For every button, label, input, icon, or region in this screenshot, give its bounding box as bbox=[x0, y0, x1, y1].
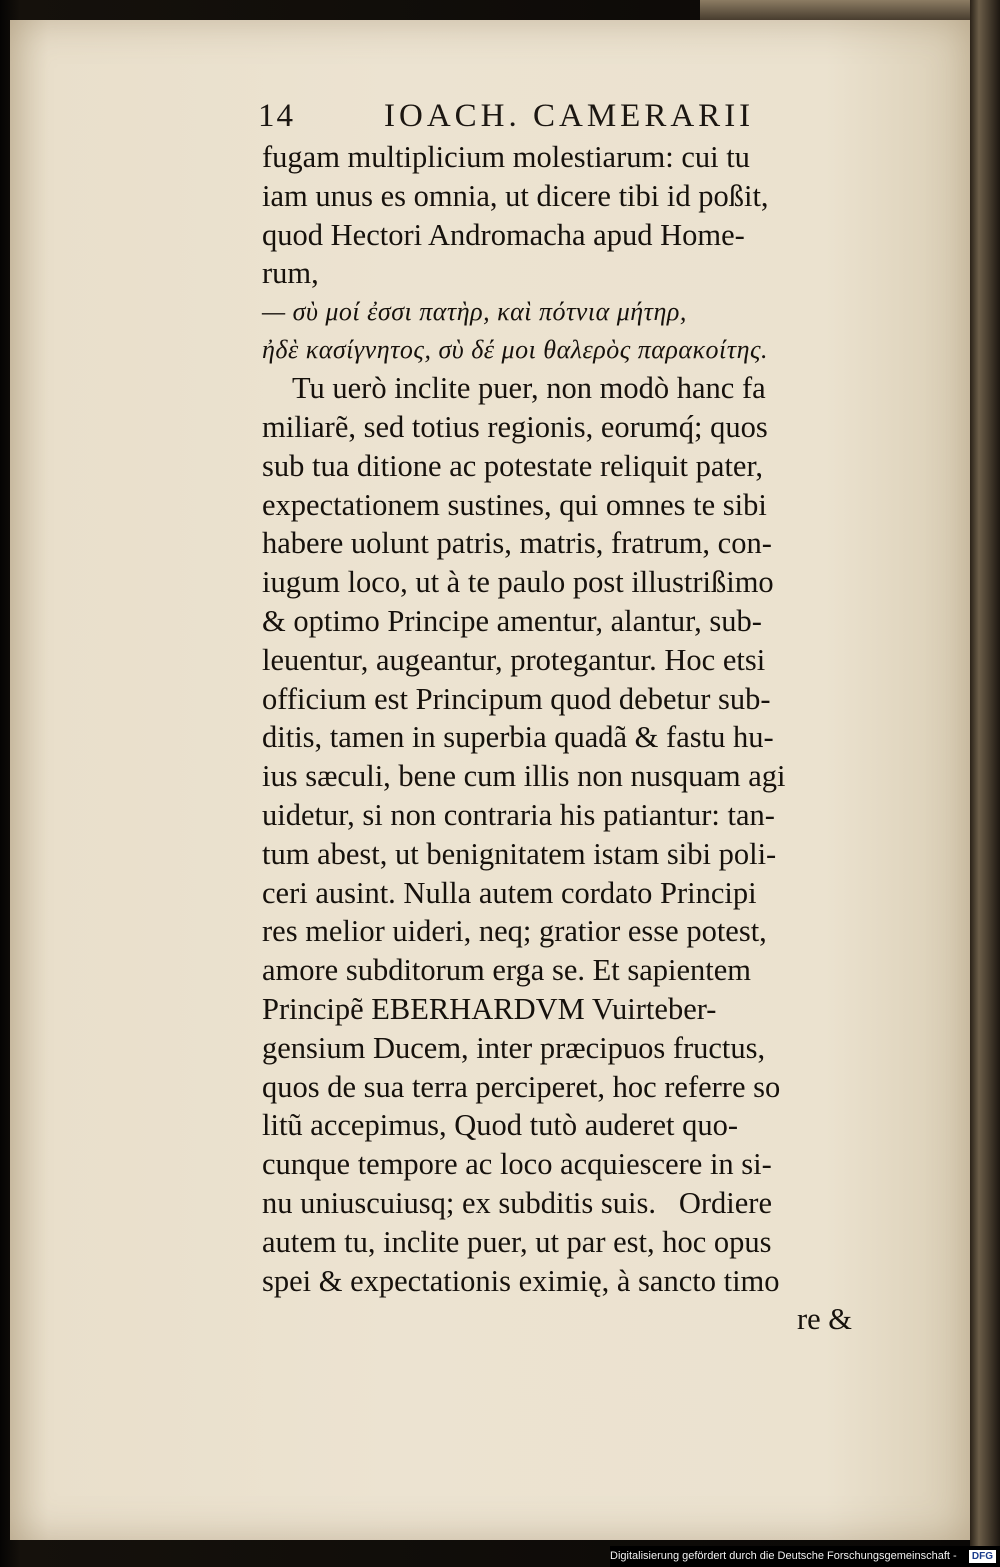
text-line: iugum loco, ut à te paulo post illustrißimo bbox=[262, 565, 774, 600]
running-title: IOACH. CAMERARII bbox=[384, 98, 755, 134]
digitization-footer bbox=[610, 1546, 1000, 1567]
greek-verse-line: ἠδὲ κασίγνητος, σὺ δέ μοι θαλερὸς παρακοίτης. bbox=[262, 335, 769, 365]
running-head bbox=[258, 98, 758, 142]
text-line: amore subditorum erga se. Et sapientem bbox=[262, 953, 751, 988]
text-line: spei & expectationis eximię, à sancto timo bbox=[262, 1263, 780, 1298]
page-fore-edge bbox=[970, 0, 1000, 1550]
text-line: nu uniuscuiusq; ex subditis suis. Ordiere bbox=[262, 1185, 772, 1220]
text-line: habere uolunt patris, matris, fratrum, con- bbox=[262, 526, 772, 561]
text-line: expectationem sustines, qui omnes te sibi bbox=[262, 487, 767, 522]
text-line: iam unus es omnia, ut dicere tibi id poßit, bbox=[262, 178, 769, 213]
text-line: & optimo Principe amentur, alantur, sub- bbox=[262, 603, 762, 638]
text-line: cunque tempore ac loco acquiescere in si- bbox=[262, 1147, 772, 1182]
catchword: re & bbox=[796, 1302, 852, 1337]
text-line: ceri ausint. Nulla autem cordato Principi bbox=[262, 875, 757, 910]
text-line: tum abest, ut benignitatem istam sibi poli- bbox=[262, 836, 777, 871]
text-line: sub tua ditione ac potestate reliquit pater, bbox=[262, 448, 764, 483]
text-line: Tu uerò inclite puer, non modò hanc fa bbox=[262, 371, 766, 406]
text-line: ditis, tamen in superbia quadã & fastu hu- bbox=[262, 720, 774, 755]
text-line: fugam multiplicium molestiarum: cui tu bbox=[262, 140, 750, 174]
main-text bbox=[262, 138, 852, 1339]
funding-credit: Digitalisierung gefördert durch die Deutsche Forschungsgemeinschaft - bbox=[610, 1550, 957, 1562]
text-line: miliarẽ, sed totius regionis, eorumq́; quos bbox=[262, 409, 768, 444]
text-line: gensium Ducem, inter præcipuos fructus, bbox=[262, 1030, 766, 1065]
text-line: rum, bbox=[262, 256, 319, 291]
text-line: leuentur, augeantur, protegantur. Hoc etsi bbox=[262, 642, 766, 677]
text-line: res melior uideri, neq; gratior esse potest, bbox=[262, 914, 767, 949]
text-line: Principẽ EBERHARDVM Vuirteber- bbox=[262, 991, 717, 1026]
text-line: quos de sua terra perciperet, hoc referre so bbox=[262, 1069, 781, 1104]
text-line: autem tu, inclite puer, ut par est, hoc opus bbox=[262, 1224, 772, 1259]
text-line: uidetur, si non contraria his patiantur: tan- bbox=[262, 797, 775, 832]
greek-verse-line: — σὺ μοί ἐσσι πατὴρ, καὶ πότνια μήτηρ, bbox=[262, 297, 687, 327]
text-line: officium est Principum quod debetur sub- bbox=[262, 681, 771, 716]
page-number: 14 bbox=[258, 98, 295, 134]
text-line: quod Hectori Andromacha apud Home- bbox=[262, 217, 745, 252]
dfg-logo[interactable]: DFG bbox=[969, 1550, 996, 1563]
text-line: ius sæculi, bene cum illis non nusquam agi bbox=[262, 759, 786, 794]
text-line: litũ accepimus, Quod tutò auderet quo- bbox=[262, 1108, 739, 1143]
